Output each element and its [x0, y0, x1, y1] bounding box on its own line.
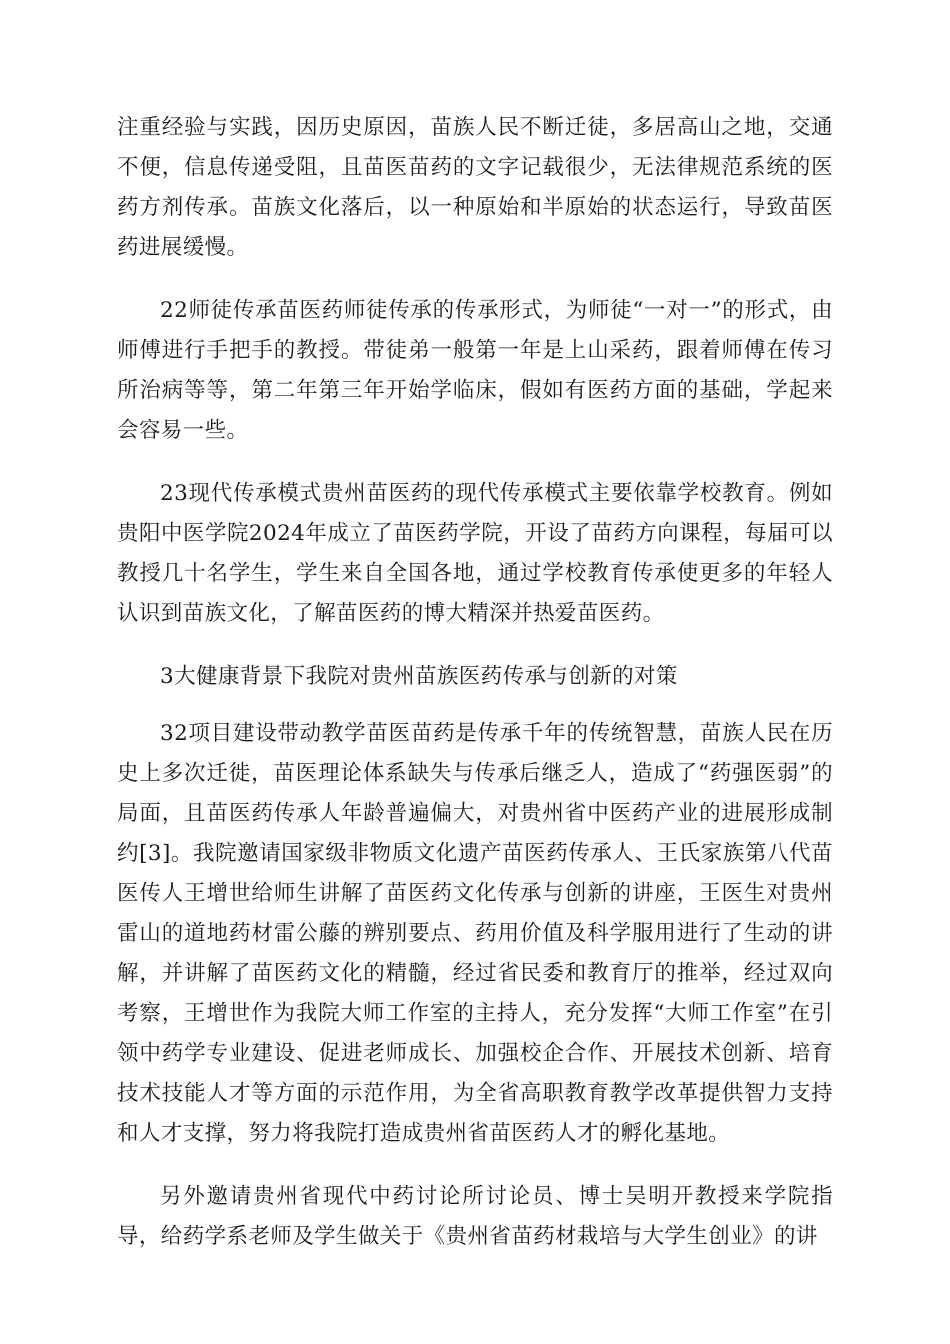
paragraph-history-context: 注重经验与实践，因历史原因，苗族人民不断迁徒，多居高山之地，交通不便，信息传递受阻，且苗医苗药的文字记载很少，无法律规范系统的医药方剂传承。苗族文化落后，以一种原始和半原始的状态运行，导致苗医药进展缓慢。 [117, 115, 833, 260]
document-body [117, 108, 833, 1280]
paragraph-modern-inheritance: 23现代传承模式贵州苗医药的现代传承模式主要依靠学校教育。例如贵阳中医学院2024年成立了苗医药学院，开设了苗药方向课程，每届可以教授几十名学生，学生来自全国各地，通过学校教育传承使更多的年轻人认识到苗族文化，了解苗医药的博大精深并热爱苗医药。 [117, 481, 833, 626]
section-heading-strategies: 3大健康背景下我院对贵州苗族医药传承与创新的对策 [160, 664, 678, 689]
paragraph-master-apprentice: 22师徒传承苗医药师徒传承的传承形式，为师徒“一对一”的形式，由师傅进行手把手的教授。带徒弟一般第一年是上山采药，跟着师傅在传习所治病等等，第二年第三年开始学临床，假如有医药方面的基础，学起来会容易一些。 [117, 298, 833, 443]
paragraph-expert-invitation: 另外邀请贵州省现代中药讨论所讨论员、博士吴明开教授来学院指导，给药学系老师及学生做关于《贵州省苗药材栽培与大学生创业》的讲 [117, 1184, 833, 1249]
paragraph-project-teaching: 32项目建设带动教学苗医苗药是传承千年的传统智慧，苗族人民在历史上多次迁徙，苗医理论体系缺失与传承后继乏人，造成了“药强医弱”的局面，且苗医药传承人年龄普遍偏大，对贵州省中医药产业的进展形成制约[3]。我院邀请国家级非物质文化遗产苗医药传承人、王氏家族第八代苗医传人王增世给师生讲解了苗医药文化传承与创新的讲座，王医生对贵州雷山的道地药材雷公藤的辨别要点、药用价值及科学服用进行了生动的讲解，并讲解了苗医药文化的精髓，经过省民委和教育厅的推举，经过双向考察，王增世作为我院大师工作室的主持人，充分发挥“大师工作室”在引领中药学专业建设、促进老师成长、加强校企合作、开展技术创新、培育技术技能人才等方面的示范作用，为全省高职教育教学改革提供智力支持和人才支撑，努力将我院打造成贵州省苗医药人才的孵化基地。 [117, 721, 833, 1146]
